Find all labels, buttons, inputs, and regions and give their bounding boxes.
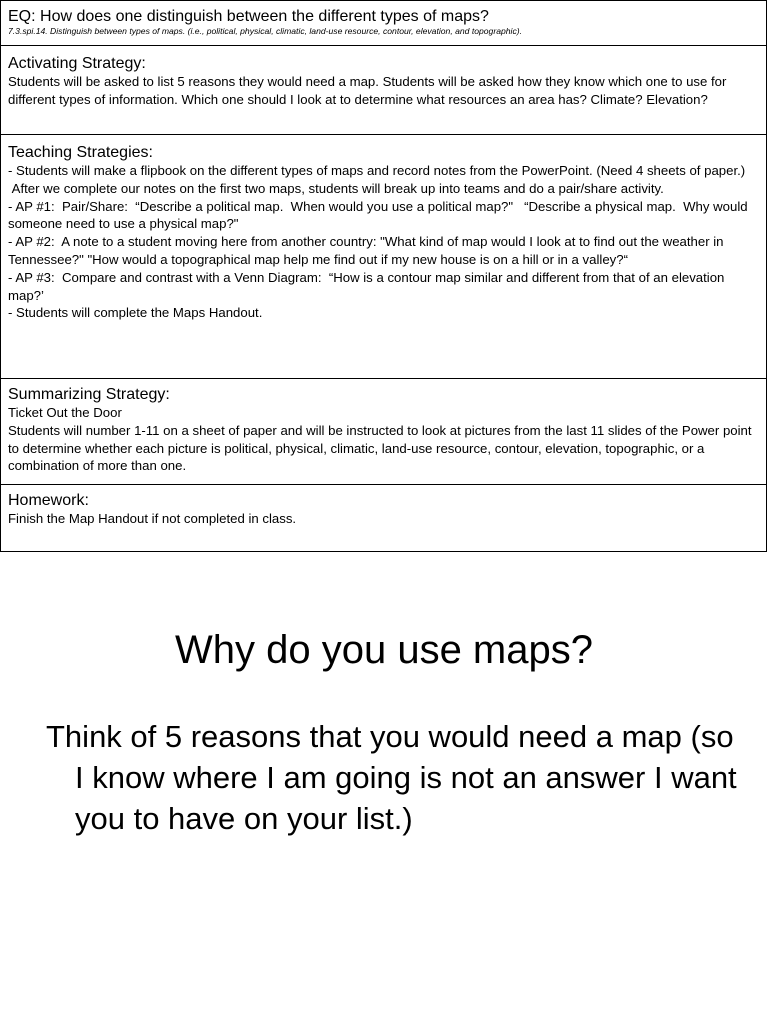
teaching-strategies-section	[1, 135, 766, 379]
eq-standard: 7.3.spi.14. Distinguish between types of maps. (i.e., political, physical, climatic, land-use resource, contour, elevation, and topographic).	[8, 26, 522, 36]
summarizing-strategy-body: Students will number 1-11 on a sheet of paper and will be instructed to look at pictures from the last 11 slides of the Power point to determine whether each picture is political, physical, climatic, land-use resource, contour, elevation, topographic, or a combination of more than one.	[8, 422, 752, 474]
slide-bullet: Think of 5 reasons that you would need a map (so I know where I am going is not an answer I want you to have on your list.)	[46, 719, 737, 836]
eq-section	[1, 1, 766, 46]
activating-strategy-heading: Activating Strategy:	[8, 55, 146, 72]
teaching-line: - AP #1: Pair/Share: “Describe a political map. When would you use a political map?" “Describe a physical map. Why would someone need to use a physical map?"	[8, 198, 752, 232]
summarizing-strategy-subtitle: Ticket Out the Door	[8, 405, 122, 420]
teaching-line: - Students will make a flipbook on the different types of maps and record notes from the PowerPoint. (Need 4 sheets of paper.)	[8, 163, 746, 178]
summarizing-strategy-section	[1, 379, 766, 485]
teaching-line: - Students will complete the Maps Handout.	[8, 305, 263, 321]
summarizing-strategy-heading: Summarizing Strategy:	[8, 386, 170, 403]
homework-section	[1, 485, 766, 552]
teaching-strategies-heading: Teaching Strategies:	[8, 144, 153, 161]
eq-heading: EQ: How does one distinguish between the different types of maps?	[8, 8, 489, 25]
activating-strategy-body: Students will be asked to list 5 reasons they would need a map. Students will be asked how they know which one to use for different types of information. Which one should I look at to determine what resources an area has? Climate? Elevation?	[8, 74, 727, 107]
homework-body: Finish the Map Handout if not completed in class.	[8, 511, 297, 526]
homework-heading: Homework:	[8, 492, 89, 509]
teaching-line: - AP #2: A note to a student moving here from another country: "What kind of map would I look at to find out the weather in Tennessee?" "How would a topographical map help me find out if my new house is on a hill or in a valley?“	[8, 234, 727, 267]
slide-title: Why do you use maps?	[175, 628, 593, 672]
activating-strategy-section	[1, 46, 766, 135]
teaching-line: - AP #3: Compare and contrast with a Venn Diagram: “How is a contour map similar and different from that of an elevation map?’	[8, 269, 729, 303]
teaching-line: After we complete our notes on the first two maps, students will break up into teams and do a pair/share activity.	[8, 180, 664, 196]
